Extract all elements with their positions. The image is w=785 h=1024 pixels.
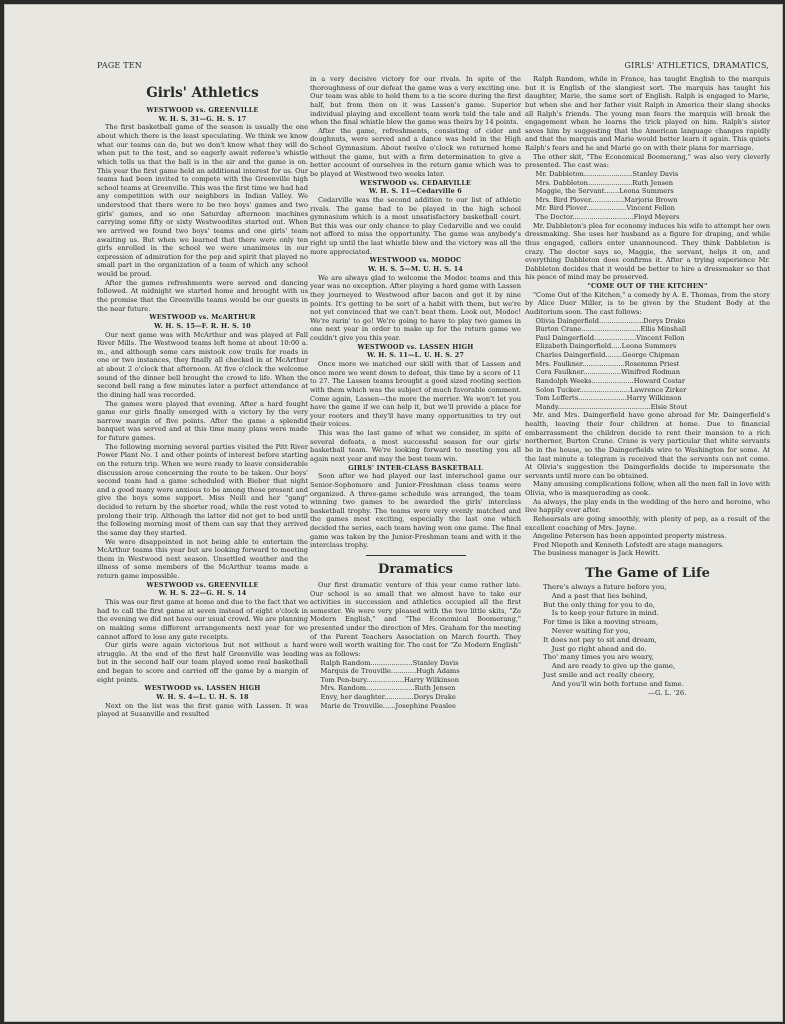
game-score: W. H. S. 31—G. H. S. 17 [158,114,247,123]
paragraph: The games were played that evening. After a hard fought game our girls finally emerged with a victory by the very narrow margin of five points. After the game a splendid banquet was served and at this time many plans were made for future games. [97,399,308,443]
paragraph: The business manager is Jack Hewitt. [533,549,660,558]
paragraph: As always, the play ends in the wedding of the hero and heroine, who live happily ever after. [525,497,770,515]
paragraph: "Come Out of the Kitchen," a comedy by A. E. Thomas, from the story by Alice Duer Miller, is to be given by the Student Body at the Auditorium soon. The cast follows: [525,290,770,316]
game-heading: WESTWOOD vs. CEDARVILLE [359,178,472,187]
divider [366,555,466,556]
poem-body: There's always a future before you, And a past that lies behind, But the only thing for you to do, Is to keep your future in mind. For time is like a moving stream, Never waiting for you, It does not pay to sit and dream, Just go right ahead and do. Tho' many times you are weary, And are ready to give up the game, Just smile and act really cheery, And you'll win both fortune and fame. —G. L. '26. [543,583,687,697]
game-score: W. H. S. 15—F. R. H. S. 10 [154,321,251,330]
paragraph: Angeline Peterson has been appointed property mistress. [533,532,727,541]
game-heading: WESTWOOD vs. LASSEN HIGH [144,684,261,693]
game-heading: WESTWOOD vs. LASSEN HIGH [357,342,474,351]
game-score: W. H. S. 22—G. H. S. 14 [158,589,247,598]
paragraph: Ralph Random, while in France, has taught English to the marquis but it is English of the slangiest sort. The marquis has taught his daughter, Marie, the same sort of English. Ralph is engaged to Marie, but when she and her father visit Ralph in America their slang shocks all Ralph's friends. The young man fears the marquis will break the engagement when he learns the trick played on him. Ralph's sister saves him by suggesting that the American language changes rapidly and that the marquis and Marie would better learn it again. This quiets Ralph's fears and he and Marie go on with their plans for marriage. [525,75,770,152]
cast-line: Mandy............................................Elsie Stout [525,402,688,411]
cast-line: Charles Daingerfield........George Chipman [525,351,680,360]
cast-line: Cora Faulkner..................Winifred Rodman [525,368,681,377]
paragraph: We are always glad to welcome the Modoc teams and this year was no exception. After playing a hard game with Lassen they journeyed to Westwood after bacon and got it by nine points. It's getting to be sort of a habit with them, but we're not yet convinced that we can't beat them. Look out, Modoc! We're rarin' to go! We're going to have to play two games in one next year in order to make up for the return game we couldn't give you this year. [310,273,521,343]
cast-line: Marie de Trouville......Josephine Peaslee [310,701,456,710]
game-score: W. H. S. 11—L. U. H. S. 27 [366,351,465,360]
cast-line: The Doctor.............................Floyd Meyers [525,213,680,221]
cast-line: Paul Daingerfield....................Vincent Fellon [525,333,685,342]
cast-line: Ralph Random....................Stanley Davis [310,658,459,667]
paragraph: Mr. Dabbleton's plea for economy induces his wife to attempt her own dressmaking. She uses her husband as a figure for draping, and while thus engaged, callers enter unannounced. They think Dabbleton is crazy. The doctor says so, Maggie, the servant, helps it on, and everything Dabbleton does confirms it. After a trying experience Mr. Dabbleton decides that it would be better to hire a dressmaker so that his peace of mind may be preserved. [525,221,770,282]
game-heading: WESTWOOD vs. GREENVILLE [146,580,259,589]
paragraph: in a very decisive victory for our rivals. In spite of the thoroughness of our defeat the game was a very exciting one. Our team was able to hold them to a tie score during the first half, but from then on it was Lassen's game. Superior individual playing and excellent team work told the tale and when the final whistle blew the game was theirs by 14 points. [310,75,521,127]
paragraph: The following morning several parties visited the Pitt River Power Plant No. 1 and other points of interest before starting on the return trip. When we were ready to leave considerable discussion arose concerning the route to be taken. Our boys' second team had a game scheduled with Bieber that night and a good many were anxious to be among those present and give the boys some support. Miss Neill and her "gang" decided to return by the shorter road, while the rest voted to prolong their trip. Although the latter did not get to bed until the following morning most of them can say that they arrived the same day they started. [97,442,308,537]
paragraph: The first basketball game of the season is usually the one about which there is the least speculating. We think we know what our teams can do, but we don't know what they will do when put to the test, and so eagerly await referee's whistle which tells us that the ball is in the air and the game is on. This year the first game held an additional interest for us. Our teams had been invited to compete with the Greenville high school teams at Greenville. This was the first time we had had any competition with our neighbors in Indian Valley. We understood that there were to be two boys' games and two girls' games, and so one Saturday afternoon machines carrying some fifty or sixty Westwoodites started out. When we arrived we found two boys' teams and one girls' team awaiting us. But when we learned that there were only ten girls enrolled in the school we were unanimous in our expression of admiration for the pep and spirit that played no small part in the organization of a team of which any school would be proud. [97,123,308,279]
paragraph: Rehearsals are going smoothly, with plenty of pep, as a result of the excellent coaching of Mrs. Jayne. [525,514,770,532]
cast-line: Mrs. Faulkner....................Rosemma Priest [525,359,680,368]
column-3 [525,75,770,697]
cast-line: Olivia Daingerfield.....................Dorys Drake [525,316,686,325]
paragraph: Cedarville was the second addition to our list of athletic rivals. The game had to be played in the high school gymnasium which is a most unsatisfactory basketball court. But this was our only chance to play Cedarville and we could not afford to miss the opportunity. The game was anybody's right up until the last whistle blew and the victory was all the more appreciated. [310,195,521,256]
cast-line: Mrs. Dabbleton.....................Ruth Jensen [525,178,674,187]
paragraph: After the games refreshments were served and dancing followed. At midnight we started home and brought with us the promise that the Greenville teams would be our guests in the near future. [97,278,308,313]
game-heading: GIRLS' INTER-CLASS BASKETBALL [348,463,483,472]
section-title-girls-athletics: Girls' Athletics [146,85,259,101]
game-score: W. H. S. 11—Cedarville 6 [369,187,462,196]
paragraph: Many amusing complications follow, when all the men fall in love with Olivia, who is masquerading as cook. [525,480,770,498]
cast-line: Mr. Bird Plover...................Vincent Fellon [525,204,675,213]
paragraph: Fred Nlepoth and Kenneth Lofstedt are stage managers. [533,540,724,549]
cast-line: Tom Lefferts.......................Harry Wilkinson [525,394,682,403]
cast-line: Elizabeth Daingerfield.....Leona Summers [525,342,677,351]
paragraph: This was our first game at home and due to the fact that we had to call the first game at seven instead of eight o'clock in the evening we did not have our usual crowd. We are planning on making some different arrangements next year for we cannot afford to lose any gate receipts. [97,598,308,641]
cast-line: Envy, her daughter..............Dorys Drake [310,693,456,702]
column-2 [310,75,521,710]
paragraph: Our girls were again victorious but not without a hard struggle. At the end of the first half Greenville was leading but in the second half our team played some real basketball and began to score and carried off the game by a margin of eight points. [97,641,308,684]
cast-line: Mrs. Bird Plover................Marjorie Brown [525,195,678,204]
paragraph: We were disappointed in not being able to entertain the McArthur teams this year but are looking forward to meeting them in Westwood next season. Unsettled weather and the illness of some members of the McArthur teams made a return game impossible. [97,537,308,581]
cast-line: Mrs. Random.......................Ruth Jensen [310,684,456,693]
paragraph: Soon after we had played our last interschool game our Senior-Sophomore and Junior-Freshman class teams were organized. A three-game schedule was arranged, the team winning two games to be awarded the girls' interclass basketball trophy. The teams were very evenly matched and the games most exciting, especially the last one which decided the series, each team having won one game. The final game was taken by the Junior-Freshman team and with it the interclass trophy. [310,472,521,550]
paragraph: Our first dramatic venture of this year came rather late. Our school is so small that we almost have to take our activities in succession and athletics occupied all the first semester. We were very pleased with the two little skits, "Ze Modern English," and "The Economical Boomerang," presented under the direction of Mrs. Graham for the meeting of the Parent Teachers Association on March fourth. They were well worth waiting for. The cast for "Ze Modern English" was as follows: [310,580,521,658]
play-heading: "COME OUT OF THE KITCHEN" [587,282,708,290]
section-title-dramatics: Dramatics [378,561,453,577]
paragraph: Once more we matched our skill with that of Lassen and once more we went down to defeat, this time by a score of 11 to 27. The Lassen teams brought a good sized rooting section with them which was the subject of much favorable comment. Come again, Lassen—the more the merrier. We won't let you have the game if we can help it, but we'll provide a place for your rooters and they'll have many opportunities to try out their voices. [310,360,521,429]
game-score: W. H. S. 5—M. U. H. S. 14 [368,264,463,273]
paragraph: Our next game was with McArthur and was played at Fall River Mills. The Westwood teams left home at about 10:00 a. m., and although some cars mistook cow trails for roads in one or two instances, they finally all checked in at McArthur at about 2 o'clock that afternoon. At five o'clock the welcome sound of the dinner bell brought the crowd to life. When the second bell rang a few minutes later a perfect attendance at the dining hall was recorded. [97,330,308,399]
paragraph: The other skit, "The Economical Boomerang," was also very cleverly presented. The cast was: [525,152,770,170]
page-number-header: PAGE TEN [97,61,142,70]
cast-line: Maggie, the Servant.......Leona Summers [525,187,674,196]
cast-line: Solon Tucker........................Lawrence Zirker [525,385,687,394]
game-heading: WESTWOOD vs. McARTHUR [149,313,256,322]
paragraph: Next on the list was the first game with Lassen. It was played at Susanville and resulted [97,701,308,719]
cast-line: Marquis de Trouville............Hugh Adams [310,667,460,676]
column-1 [97,75,308,719]
section-header: GIRLS' ATHLETICS, DRAMATICS, [624,61,769,70]
cast-line: Burton Crane............................Ellis Minshall [525,325,687,334]
game-heading: WESTWOOD vs. GREENVILLE [146,106,259,114]
paragraph: Mr. and Mrs. Daingerfield have gone abroad for Mr. Daingerfield's health, leaving their four children at home. Due to financial embarrassment the children decide to rent their mansion to a rich northerner, Burton Crane. Crane is very particular that white servants be in the house, so the Daingerfields wire to Washington for some. At the last minute a telegram is received that the servants can not come. At Olivia's suggestion the Daingerfields decide to impersonate the servants until more can be obtained. [525,411,770,480]
cast-line: Tom Pen-bury..................Harry Wilkinson [310,675,460,684]
cast-line: Randolph Weeks....................Howard Costar [525,376,686,385]
game-score: W. H. S. 4—L. U. H. S. 18 [156,693,249,702]
game-heading: WESTWOOD vs. MODOC [369,256,462,265]
cast-line: Mr. Dabbleton.......................Stanley Davis [525,169,679,178]
paragraph: After the game, refreshments, consisting of cider and doughnuts, were served and a dance was held in the High School Gymnasium. About twelve o'clock we returned home without the game, but with a firm determination to give a better account of ourselves in the return game which was to be played at Westwood two weeks later. [310,126,521,178]
paragraph: This was the last game of what we consider, in spite of several defeats, a most successful season for our girls' basketball team. We're looking forward to meeting you all again next year and may the best team win. [310,429,521,463]
newspaper-page [4,4,783,1022]
poem-title: The Game of Life [585,566,710,582]
